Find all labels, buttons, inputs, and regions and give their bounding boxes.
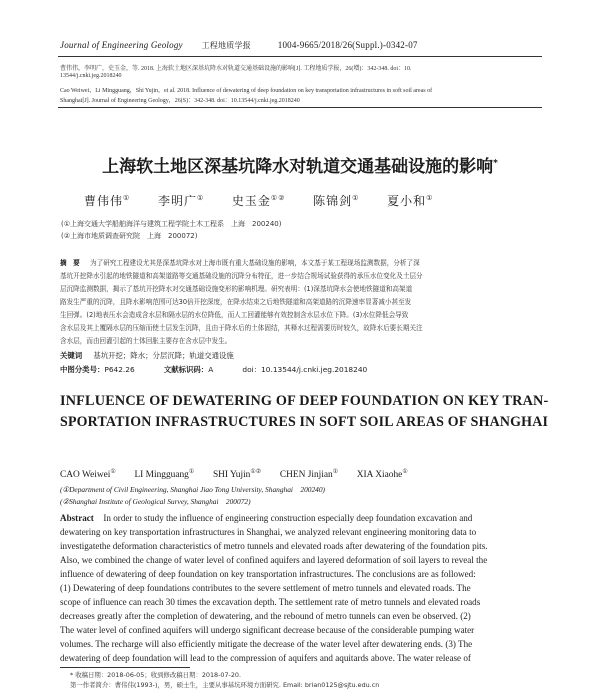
- authors-cn: [84, 192, 433, 209]
- title-cn: [0, 152, 600, 177]
- affiliation-cn-1: (①上海交通大学船舶海洋与建筑工程学院土木工程系 上海 200240): [61, 220, 282, 228]
- classification-line: [60, 364, 367, 375]
- author-cn: 夏小和: [387, 194, 427, 208]
- abstract-en-line: volumes. The recharge will also efficiently mitigate the decrease of the water level after dewatering ends. (3) The: [60, 639, 473, 649]
- abstract-en-line: scope of influence can reach 30 times the excavation depth. The settlement rate of metro tunnels and elevated roads: [60, 597, 481, 607]
- author-en-sup: ①: [110, 469, 116, 475]
- author-en: SHI Yujin: [212, 470, 251, 481]
- author-en-sup: ①: [332, 469, 339, 475]
- author-en: LI Mingguang: [134, 470, 189, 481]
- authors-en: [60, 468, 408, 480]
- affiliation-en-2: (②Shanghai Institute of Geological Survey, Shanghai 200072): [60, 497, 251, 506]
- abstract-en-line: decreases greatly after the completion of dewatering, and the rebound of metro tunnels can even be observed. (2): [60, 611, 471, 621]
- author-cn: 李明广: [157, 194, 197, 208]
- title-cn-text: 上海软土地区深基坑降水对轨道交通基础设施的影响: [102, 157, 494, 177]
- author-en-sup: ①: [402, 469, 408, 475]
- keywords-cn: [60, 350, 234, 361]
- title-cn-footnote-mark: *: [493, 158, 498, 169]
- abstract-en-line: (1) Dewatering of deep foundations contributes to the severe settlement of metro tunnels and elevated roads. The: [60, 583, 471, 593]
- author-cn-sup: ①: [196, 194, 205, 202]
- affiliation-cn-2: (②上海市地质调查研究院 上海 200072): [61, 232, 198, 240]
- author-en-sup: ①: [188, 469, 195, 475]
- footnote-first-author: 第一作者简介：曹伟伟(1993-)，男，硕士生，主要从事基坑环境方面研究. Email: brian0125@sjtu.edu.cn: [70, 681, 380, 689]
- keywords-cn-label: 关键词: [60, 351, 83, 360]
- citation-cn-line-1: 曹伟伟，李明广，史玉金，等. 2018. 上海软土地区深基坑降水对轨道交通基础设施的影响[J]. 工程地质学报，26(增)：342-348. doi：10.: [60, 66, 412, 72]
- abstract-en-line: dewatering on key transportation infrastructures in Shanghai, we analyzed relevant engineering monitoring data to: [60, 527, 477, 537]
- citation-en-line-2: Shanghai[J]. Journal of Engineering Geology，26(S)：342-348. doi：10.13544/j.cnki.jeg.2018240: [60, 98, 300, 104]
- doc-code-value: A: [208, 365, 214, 374]
- journal-name-cn: 工程地质学报: [201, 41, 251, 50]
- author-cn-sup: ①②: [270, 194, 286, 202]
- abstract-en-label: Abstract: [60, 513, 94, 523]
- clc-label: 中图分类号：: [60, 365, 105, 374]
- author-en: CAO Weiwei: [60, 470, 111, 481]
- abstract-cn-line: 含水层及其上覆隔水层的压缩而使土层发生沉降，且由于降水后的土体固结，其释水过程需要历时较久，故降水后要长期关注: [60, 324, 423, 332]
- citation-rule: [58, 107, 542, 108]
- abstract-en-line: [60, 513, 472, 523]
- footnote-rule: [60, 667, 190, 668]
- abstract-en-line: The water level of confined aquifers will undergo significant decrease because of the considerable pumping water: [60, 625, 475, 635]
- abstract-cn-line: [60, 257, 546, 267]
- abstract-en-line: influence of dewatering of deep foundation on key transportation infrastructures. The conclusions are as followed:: [60, 569, 476, 579]
- author-cn-sup: ①: [352, 194, 360, 202]
- author-en: CHEN Jinjian: [279, 470, 333, 481]
- doc-code-label: 文献标识码：: [163, 365, 209, 374]
- citation-en-line-1: Cao Weiwei，Li Mingguang，Shi Yujin，et al. 2018. Influence of dewatering of deep foundation on key transportation infrastructures in soft soil areas of: [60, 88, 433, 94]
- author-en-sup: ①②: [250, 469, 262, 475]
- header-rule: [58, 56, 542, 57]
- abstract-cn-text: 为了研究工程建设尤其是深基坑降水对上海市既有重大基础设施的影响，本文基于某工程现场监测数据，分析了深: [90, 259, 420, 267]
- abstract-cn-line: 生回弹。(2)地表压水会造成含水层和隔水层的水位降低，而人工回灌能够有效控制含水层水位下降。(3)水位降低会导致: [60, 311, 409, 319]
- citation-cn-line-2: 13544/j.cnki.jeg.2018240: [60, 73, 122, 79]
- author-cn-sup: ①: [123, 194, 131, 202]
- author-cn: 史玉金: [231, 194, 271, 208]
- abstract-en-line: Also, we combined the change of water level of confined aquifers and layered deformation of soil layers to reveal the: [60, 555, 488, 565]
- abstract-cn-line: 层沉降监测数据，揭示了基坑开挖降水对交通基础设施变形的影响机理。研究表明：(1)深基坑降水会使地铁隧道和高架道: [60, 285, 413, 293]
- author-cn-sup: ①: [426, 194, 434, 202]
- abstract-en-line: investigatethe deformation characteristics of metro tunnels and elevated roads after dewatering of the foundation pits.: [60, 541, 488, 551]
- footnote-received: * 收稿日期：2018-06-05；收到修改稿日期：2018-07-20.: [70, 671, 242, 679]
- doi-label: doi：: [242, 365, 262, 374]
- title-en-line-1: INFLUENCE OF DEWATERING OF DEEP FOUNDATION ON KEY TRAN-: [60, 393, 549, 409]
- abstract-cn-line: 含水层，而由回灌引起的土体回胀主要存在含水层中发生。: [60, 337, 232, 345]
- abstract-en-text: In order to study the influence of engineering construction especially deep foundation excavation and: [103, 513, 473, 523]
- abstract-cn-line: 基坑开挖降水引起的地铁隧道和高架道路等交通基础设施的沉降分布特征，进一步结合规场试验获得的承压水位变化及土层分: [60, 272, 423, 280]
- author-cn: 曹伟伟: [84, 194, 124, 208]
- affiliation-en-1: (①Department of Civil Engineering, Shanghai Jiao Tong University, Shanghai 200240): [60, 485, 326, 494]
- journal-name: Journal of Engineering Geology: [60, 40, 183, 50]
- abstract-cn-label: 摘 要: [60, 259, 80, 267]
- journal-header: [60, 40, 418, 51]
- author-en: XIA Xiaohe: [356, 470, 403, 481]
- keywords-cn-value: 基坑开挖；降水；分层沉降；轨道交通设施: [93, 351, 234, 360]
- abstract-cn-line: 路发生严重的沉降，且降水影响范围可达30倍开挖深度，在降水结束之后地铁隧道和高架道路的沉降速率显著减小甚至发: [60, 298, 412, 306]
- author-cn: 陈锦剑: [313, 194, 353, 208]
- journal-code: 1004-9665/2018/26(Suppl.)-0342-07: [277, 40, 418, 50]
- clc-value: P642.26: [104, 365, 135, 374]
- title-en-line-2: SPORTATION INFRASTRUCTURES IN SOFT SOIL AREAS OF SHANGHAI: [60, 414, 549, 430]
- doi-value: 10.13544/j.cnki.jeg.2018240: [261, 365, 368, 374]
- abstract-en-line: dewatering of deep foundation will lead to the compression of aquifers and aquitards above. The water release of: [60, 653, 471, 663]
